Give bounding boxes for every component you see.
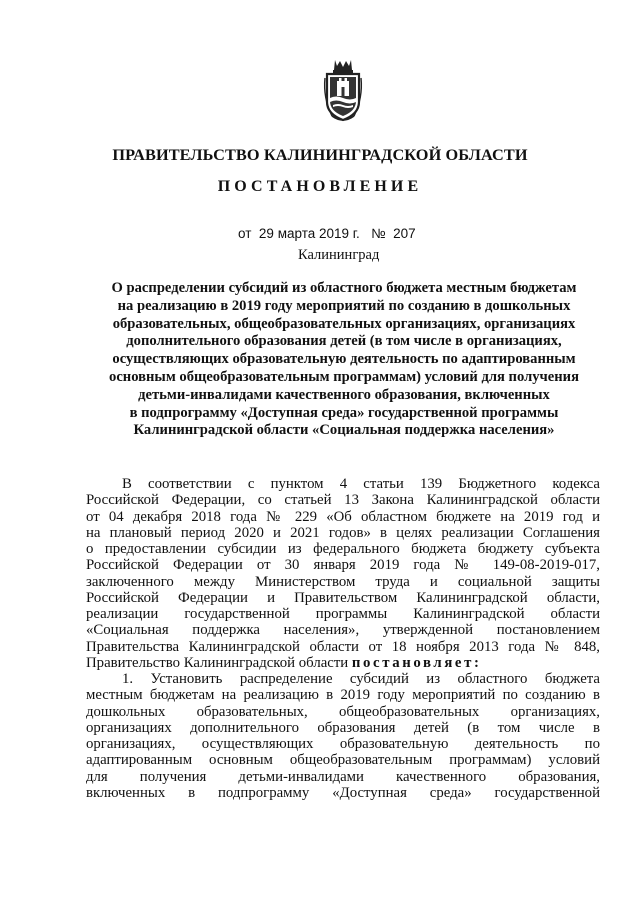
title-line: Калининградской области «Социальная поддержка населения» — [133, 422, 555, 439]
body-line: дошкольных образовательных, общеобразовательных организациях, — [86, 703, 600, 720]
city: Калининград — [298, 247, 380, 263]
body-line: В соответствии с пунктом 4 статьи 139 Бюджетного кодекса — [122, 476, 600, 492]
body-line: Российской Федерации и Правительством Калининградской области, — [86, 589, 600, 606]
body-line: организациях, осуществляющих образовательную деятельность по — [86, 736, 600, 752]
title-line: образовательных, общеобразовательных организациях, организациях — [112, 315, 576, 332]
decree-body — [86, 476, 600, 801]
body-line: организациях дополнительного образования детей (в том числе в — [86, 719, 600, 736]
body-line: Российской Федерации от 30 января 2019 года № 149-08-2019-017, — [86, 557, 600, 574]
body-line-prefix: Правительство Калининградской области — [86, 654, 352, 671]
body-line: от 04 декабря 2018 года № 229 «Об областном бюджете на 2019 год и — [86, 508, 600, 525]
body-line: местным бюджетам на реализацию в 2019 году мероприятий по созданию в — [86, 687, 600, 704]
body-line: заключенного между Министерством труда и социальной защиты — [86, 573, 600, 590]
body-line-final — [86, 655, 600, 671]
body-line: адаптированным основным общеобразовательным программам) условий — [86, 752, 600, 769]
title-line: О распределении субсидий из областного бюджета местным бюджетам — [111, 280, 577, 296]
body-line: 1. Установить распределение субсидий из областного бюджета — [122, 671, 600, 687]
body-line: для получения детьми-инвалидами качественного образования, — [86, 768, 600, 785]
title-line: основным общеобразовательным программам) условий для получения — [109, 368, 579, 385]
title-line: в подпрограмму «Доступная среда» государственной программы — [129, 404, 559, 421]
decree-title — [86, 280, 602, 440]
date-line — [238, 226, 416, 241]
title-line: на реализацию в 2019 году мероприятий по созданию в дошкольных — [117, 297, 571, 314]
body-line: Российской Федерации, со статьей 13 Закона Калининградской области — [86, 492, 600, 509]
body-line: включенных в подпрограмму «Доступная среда» государственной — [86, 784, 600, 801]
body-line: «Социальная поддержка населения», утвержденной постановлением — [86, 622, 600, 639]
date-prefix: от — [238, 226, 252, 241]
title-line: детьми-инвалидами качественного образования, включенных — [138, 386, 550, 403]
title-line: дополнительного образования детей (в том числе в организациях, — [126, 333, 562, 350]
decree-date: 29 марта 2019 г. — [258, 226, 360, 241]
body-line: о предоставлении субсидии из федерального бюджета бюджету субъекта — [86, 541, 600, 557]
government-name: ПРАВИТЕЛЬСТВО КАЛИНИНГРАДСКОЙ ОБЛАСТИ — [112, 145, 528, 164]
decree-number: 207 — [393, 226, 416, 241]
title-line: осуществляющих образовательную деятельность по адаптированным — [112, 351, 576, 368]
number-sign: № — [371, 226, 386, 241]
body-line: на плановый период 2020 и 2021 годов» в целях реализации Соглашения — [86, 524, 600, 541]
body-line: Правительства Калининградской области от 18 ноября 2013 года № 848, — [86, 638, 600, 655]
body-line: реализации государственной программы Калининградской области — [86, 606, 600, 622]
document-type: ПОСТАНОВЛЕНИЕ — [217, 178, 423, 195]
resolves-word: постановляет: — [351, 654, 482, 671]
coat-of-arms-emblem — [322, 58, 364, 124]
